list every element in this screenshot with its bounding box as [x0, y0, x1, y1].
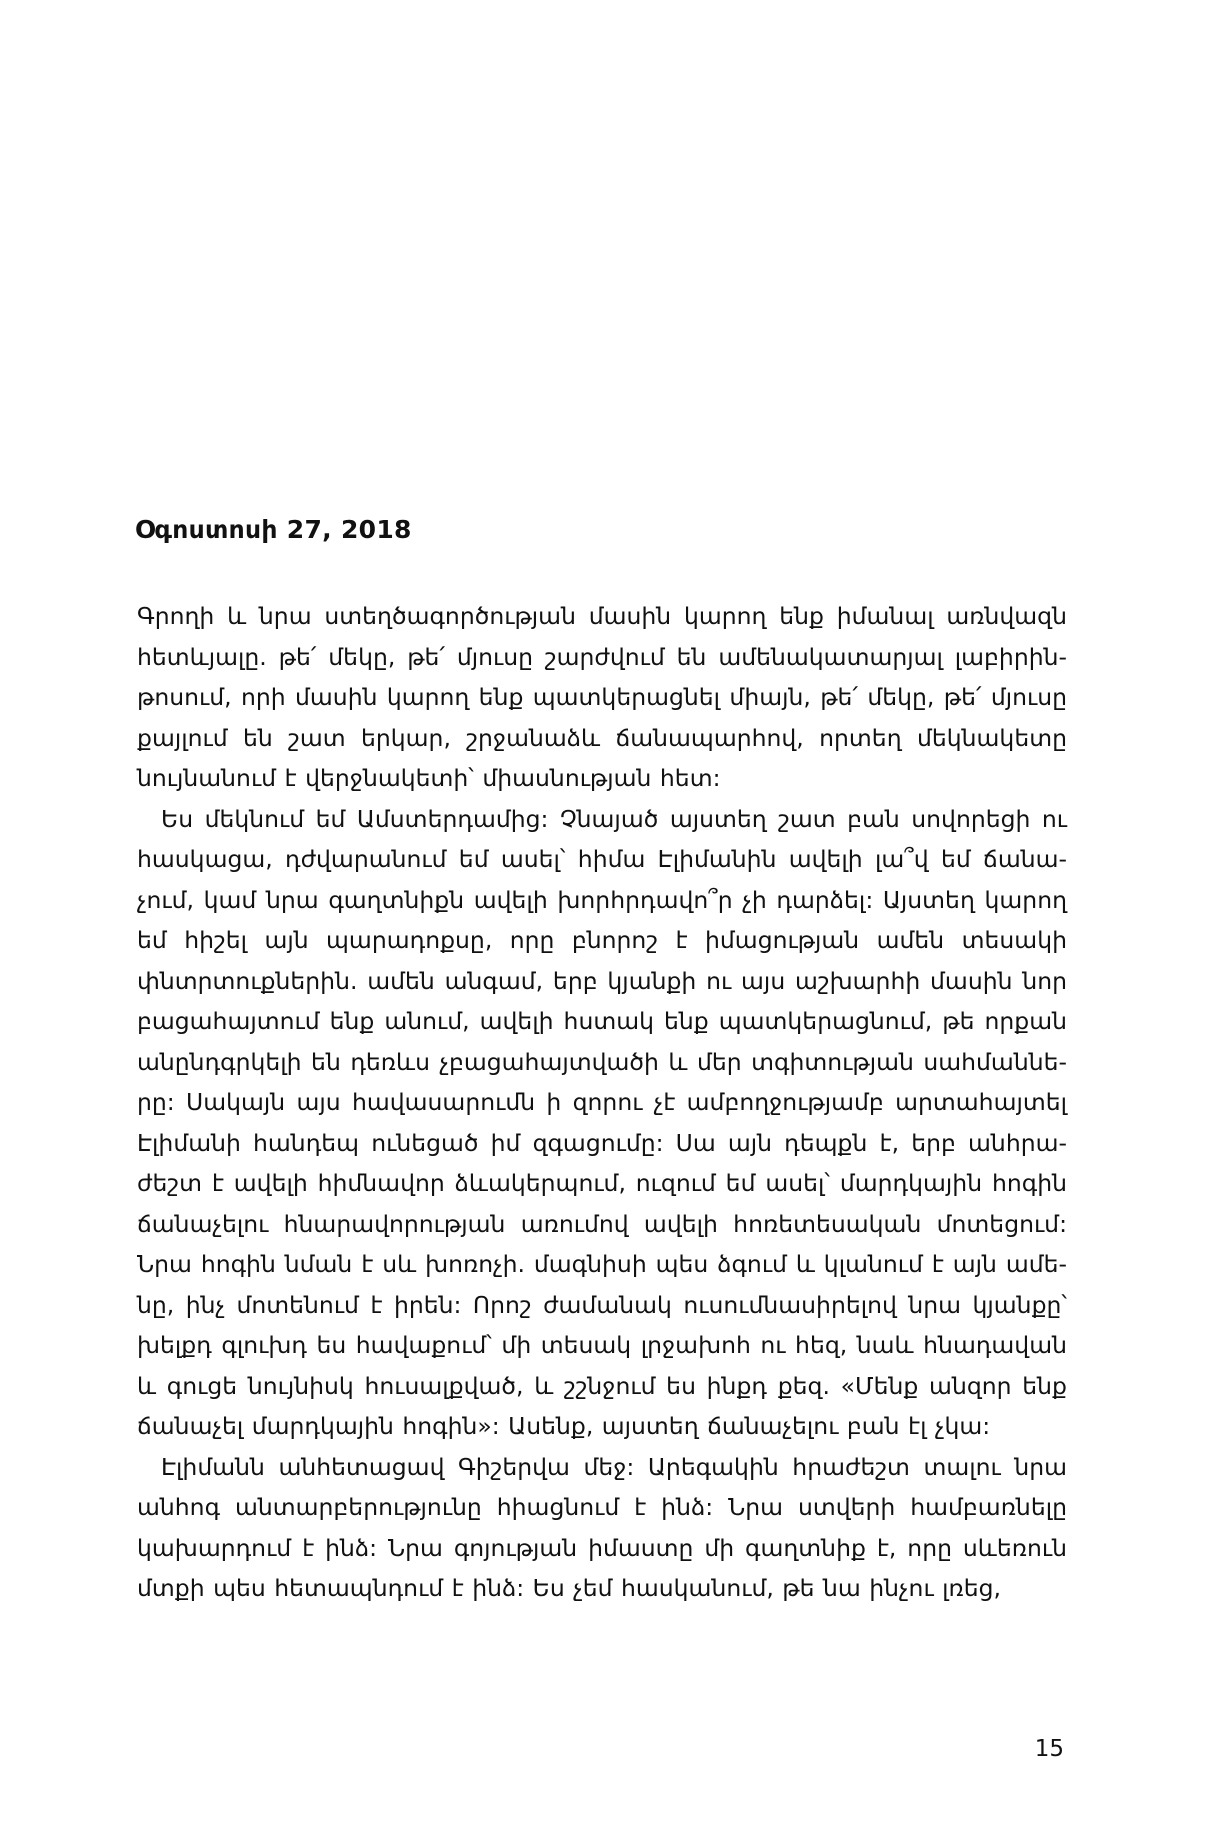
paragraph-3: Էլիմանն անհետացավ Գիշերվա մեջ: Արեգակին հրաժեշտ տալու նրա անհոգ անտարբերությունը հիացնում է ինձ: Նրա ստվերի համբառնելը կախարդում է ինձ: Նրա գոյության իմաստը մի գաղտնիք է, որը սևեռուն մտքի պես հետապնդում է ինձ: Ես չեմ հասկանում, թե նա ինչու լռեց,: [137, 1452, 1067, 1602]
body-text: [137, 596, 1067, 1609]
page-number: 15: [1034, 1736, 1064, 1762]
paragraph-1: Գրողի և նրա ստեղծագործության մասին կարող ենք իմանալ առնվազն հետևյալը. թե՛ մեկը, թե՛ մյուսը շարժվում են ամենակատարյալ լաբիրինթոսում, որի մասին կարող ենք պատկերացնել միայն, թե՛ մեկը, թե՛ մյուսը քայլում են շատ երկար, շրջանաձև ճանապարհով, որտեղ մեկնակետը նույնանում է վերջնակետի՝ միասնության հետ:: [137, 602, 1067, 792]
entry-date-heading: Օգոստոսի 27, 2018: [135, 515, 412, 544]
paragraph-2: Ես մեկնում եմ Ամստերդամից: Չնայած այստեղ շատ բան սովորեցի ու հասկացա, դժվարանում եմ ասել՝ հիմա Էլիմանին ավելի լա՞վ եմ ճանաչում, կամ նրա գաղտնիքն ավելի խորհրդավո՞ր չի դարձել: Այստեղ կարող եմ հիշել այն պարադոքսը, որը բնորոշ է իմացության ամեն տեսակի փնտրտուքներին. ամեն անգամ, երբ կյանքի ու այս աշխարհի մասին նոր բացահայտում ենք անում, ավելի հստակ ենք պատկերացնում, թե որքան անընդգրկելի են դեռևս չբացահայտվածի և մեր տգիտության սահմանները: Սակայն այս հավասարումն ի զորու չէ ամբողջությամբ արտահայտել Էլիմանի հանդեպ ունեցած իմ զգացումը: Սա այն դեպքն է, երբ անհրաժեշտ է ավելի հիմնավոր ձևակերպում, ուզում եմ ասել՝ մարդկային հոգին ճանաչելու հնարավորության առումով ավելի հոռետեսական մոտեցում: Նրա հոգին նման է սև խոռոչի. մագնիսի պես ձգում և կլանում է այն ամենը, ինչ մոտենում է իրեն: Որոշ ժամանակ ուսումնասիրելով նրա կյանքը՝ խելքդ գլուխդ ես հավաքում՝ մի տեսակ լրջախոհ ու հեզ, նաև հնադավան և գուցե նույնիսկ հուսալքված, և շշնջում ես ինքդ քեզ. «Մենք անզոր ենք ճանաչել մարդկային հոգին»: Ասենք, այստեղ ճանաչելու բան էլ չկա:: [137, 804, 1067, 1440]
